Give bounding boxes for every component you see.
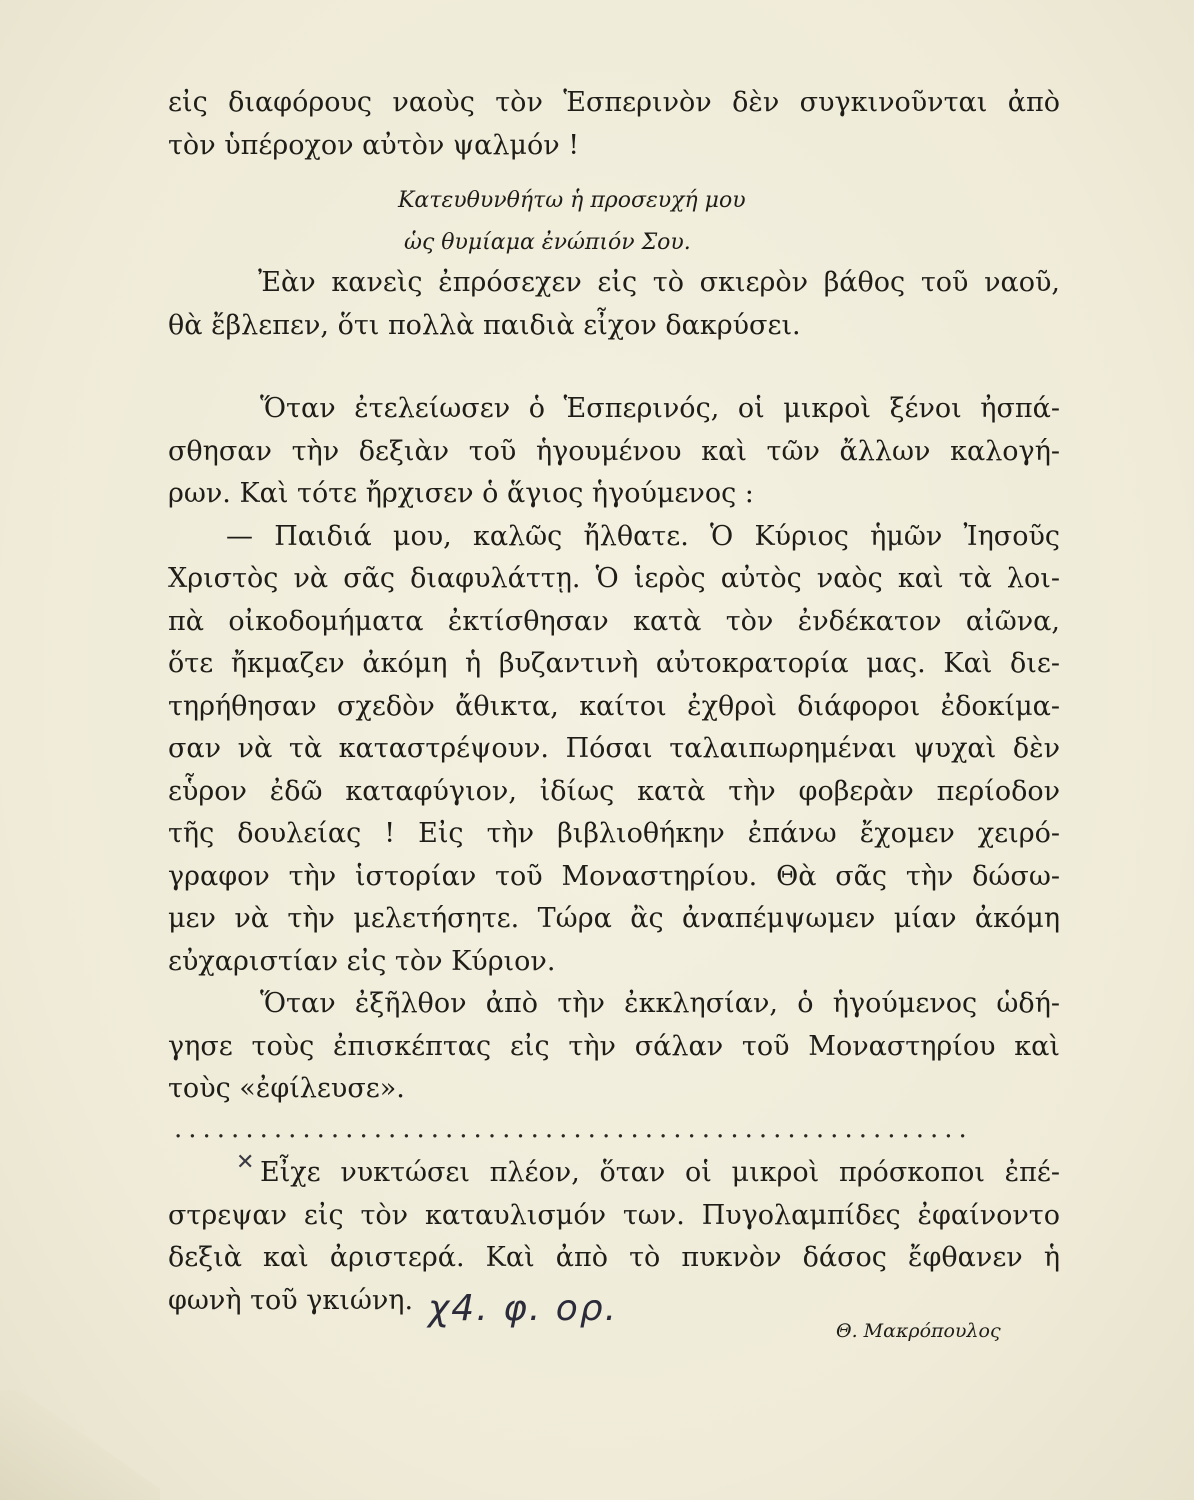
author-signature: Θ. Μακρόπουλος: [836, 1320, 1001, 1342]
text-line: στρεψαν εἰς τὸν καταυλισμόν των. Πυγολαμπίδες ἐφαίνοντο: [168, 1199, 1060, 1231]
text-line: Ἐὰν κανεὶς ἐπρόσεχεν εἰς τὸ σκιερὸν βάθος τοῦ ναοῦ,: [258, 267, 1060, 298]
text-line: σαν νὰ τὰ καταστρέψουν. Πόσαι ταλαιπωρημέναι ψυχαὶ δὲν: [168, 733, 1060, 764]
text-line: φωνὴ τοῦ γκιώνη.: [168, 1284, 414, 1316]
text-line: εὗρον ἐδῶ καταφύγιον, ἰδίως κατὰ τὴν φοβερὰν περίοδον: [168, 775, 1060, 807]
text-line: — Παιδιά μου, καλῶς ἤλθατε. Ὁ Κύριος ἡμῶν Ἰησοῦς: [226, 520, 1060, 552]
paragraph-abbot-speech: [168, 388, 1060, 1111]
text-line: Χριστὸς νὰ σᾶς διαφυλάττῃ. Ὁ ἱερὸς αὐτὸς ναὸς καὶ τὰ λοι-: [168, 563, 1060, 594]
text-line: εὐχαριστίαν εἰς τὸν Κύριον.: [168, 945, 556, 977]
text-line: τηρήθησαν σχεδὸν ἄθικτα, καίτοι ἐχθροὶ διάφοροι ἐδοκίμα-: [168, 690, 1060, 722]
paragraph-opening: [168, 82, 1060, 167]
text-line: σθησαν τὴν δεξιὰν τοῦ ἡγουμένου καὶ τῶν ἄλλων καλογή-: [168, 435, 1060, 467]
text-line: γησε τοὺς ἐπισκέπτας εἰς τὴν σάλαν τοῦ Μοναστηρίου καὶ: [168, 1030, 1060, 1062]
text-line: ρων. Καὶ τότε ἤρχισεν ὁ ἅγιος ἡγούμενος :: [168, 478, 754, 509]
text-line: τῆς δουλείας ! Εἰς τὴν βιβλιοθήκην ἐπάνω ἔχομεν χειρό-: [168, 818, 1060, 849]
text-line: Εἶχε νυκτώσει πλέον, ὅταν οἱ μικροὶ πρόσκοποι ἐπέ-: [260, 1157, 1060, 1188]
text-line: θὰ ἔβλεπεν, ὅτι πολλὰ παιδιὰ εἶχον δακρύσει.: [168, 309, 801, 341]
psalm-quote: [398, 180, 746, 264]
text-line: ὅτε ἤκμαζεν ἀκόμη ἡ βυζαντινὴ αὐτοκρατορία μας. Καὶ διε-: [168, 648, 1060, 679]
section-separator: ........................................................: [174, 1114, 973, 1144]
handwritten-annotation: χ4. φ. ορ.: [428, 1288, 619, 1329]
page-corner-shadow: [0, 1390, 160, 1500]
text-line: μεν νὰ τὴν μελετήσητε. Τώρα ἂς ἀναπέμψωμεν μίαν ἀκόμη: [168, 903, 1060, 934]
text-line: δεξιὰ καὶ ἀριστερά. Καὶ ἀπὸ τὸ πυκνὸν δάσος ἔφθανεν ἡ: [168, 1242, 1060, 1273]
text-line: τὸν ὑπέροχον αὐτὸν ψαλμόν !: [168, 129, 580, 161]
text-line: Ὅταν ἐτελείωσεν ὁ Ἑσπερινός, οἱ μικροὶ ξένοι ἠσπά-: [260, 393, 1060, 424]
text-line: πὰ οἰκοδομήματα ἐκτίσθησαν κατὰ τὸν ἐνδέκατον αἰῶνα,: [168, 605, 1060, 637]
text-line: γραφον τὴν ἱστορίαν τοῦ Μοναστηρίου. Θὰ σᾶς τὴν δώσω-: [168, 860, 1060, 892]
text-line: εἰς διαφόρους ναοὺς τὸν Ἑσπερινὸν δὲν συγκινοῦνται ἀπὸ: [168, 87, 1060, 118]
handwritten-x-mark: ✕: [236, 1150, 255, 1175]
psalm-line: Κατευθυνθήτω ἡ προσευχή μου: [398, 188, 746, 213]
paragraph-children-tears: [168, 262, 1060, 347]
text-line: τοὺς «ἐφίλευσε».: [168, 1073, 405, 1104]
psalm-line: ὡς θυμίαμα ἐνώπιόν Σου.: [404, 230, 691, 255]
text-line: Ὅταν ἐξῆλθον ἀπὸ τὴν ἐκκλησίαν, ὁ ἡγούμενος ὡδή-: [260, 988, 1060, 1019]
